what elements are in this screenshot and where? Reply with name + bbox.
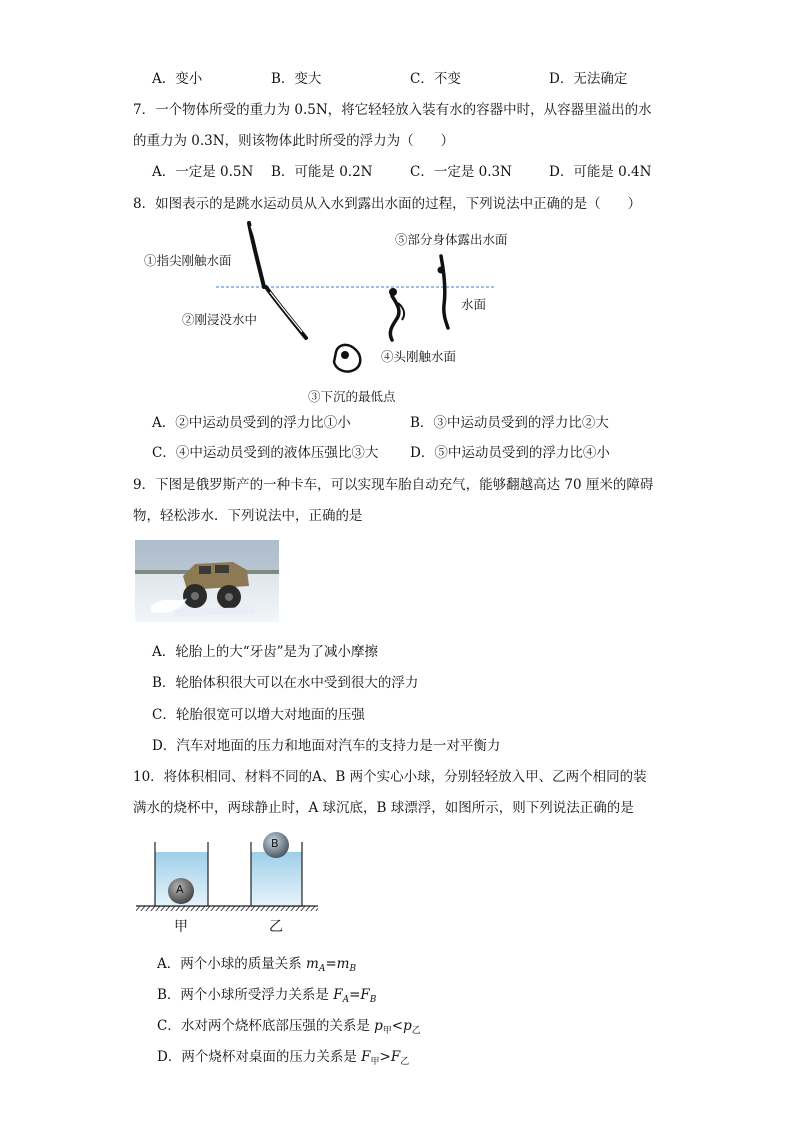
q6-option-d: D．无法确定 [549,71,628,87]
q10-option-c: C．水对两个烧杯底部压强的关系是 $p_甲<p_乙$ [157,1018,421,1036]
beaker-right-label: 乙 [269,919,283,935]
q9-option-d: D．汽车对地面的压力和地面对汽车的支持力是一对平衡力 [152,738,501,754]
q8-option-b: B．③中运动员受到的浮力比②大 [410,415,609,431]
q9-stem-line2: 物，轻松涉水．下列说法中，正确的是 [133,508,363,524]
q10-stem-line2: 满水的烧杯中，两球静止时，A 球沉底，B 球漂浮，如图所示，则下列说法正确的是 [133,800,634,816]
ball-a-label: A [176,883,184,896]
label-head-touch: ④头刚触水面 [381,349,457,364]
q9-option-a: A．轮胎上的大“牙齿”是为了减小摩擦 [152,644,379,660]
q7-option-a: A．一定是 0.5N [152,164,254,180]
label-fingertips-touch: ①指尖刚触水面 [144,253,232,268]
q10-option-b: B．两个小球所受浮力关系是 $F_A=F_B$ [157,987,377,1005]
q6-option-b: B．变大 [271,71,322,87]
q7-stem-line1: 7．一个物体所受的重力为 0.5N，将它轻轻放入装有水的容器中时，从容器里溢出的水 [133,102,652,118]
q8-option-d: D．⑤中运动员受到的浮力比④小 [410,445,610,461]
q8-option-c: C．④中运动员受到的液体压强比③大 [152,445,379,461]
q6-option-c: C．不变 [410,71,461,87]
q7-option-c: C．一定是 0.3N [410,164,512,180]
ball-b-label: B [271,837,279,850]
q7-stem-line2: 的重力为 0.3N，则该物体此时所受的浮力为（ ） [133,133,455,149]
label-lowest-point: ③下沉的最低点 [308,389,396,404]
q7-option-b: B．可能是 0.2N [271,164,373,180]
label-water-surface: 水面 [461,297,487,312]
q7-option-d: D．可能是 0.4N [549,164,652,180]
q9-stem-line1: 9．下图是俄罗斯产的一种卡车，可以实现车胎自动充气，能够翻越高达 70 厘米的障碍 [133,477,654,493]
beaker-left-label: 甲 [174,919,188,935]
q8-option-a: A．②中运动员受到的浮力比①小 [152,415,351,431]
beaker-right [251,852,302,906]
label-just-submerged: ②刚浸没水中 [182,312,258,327]
q9-option-c: C．轮胎很宽可以增大对地面的压强 [152,707,365,723]
q9-option-b: B．轮胎体积很大可以在水中受到很大的浮力 [152,675,419,691]
label-partly-exposed: ⑤部分身体露出水面 [395,232,508,247]
q8-stem: 8．如图表示的是跳水运动员从入水到露出水面的过程，下列说法中正确的是（ ） [133,196,642,212]
q10-option-d: D．两个烧杯对桌面的压力关系是 $F_甲>F_乙$ [157,1049,410,1067]
q6-option-a: A．变小 [152,71,203,87]
q10-stem-line1: 10．将体积相同、材料不同的A、B 两个实心小球，分别轻轻放入甲、乙两个相同的装 [133,769,647,785]
q10-option-a: A．两个小球的质量关系 $m_A=m_B$ [157,956,357,974]
